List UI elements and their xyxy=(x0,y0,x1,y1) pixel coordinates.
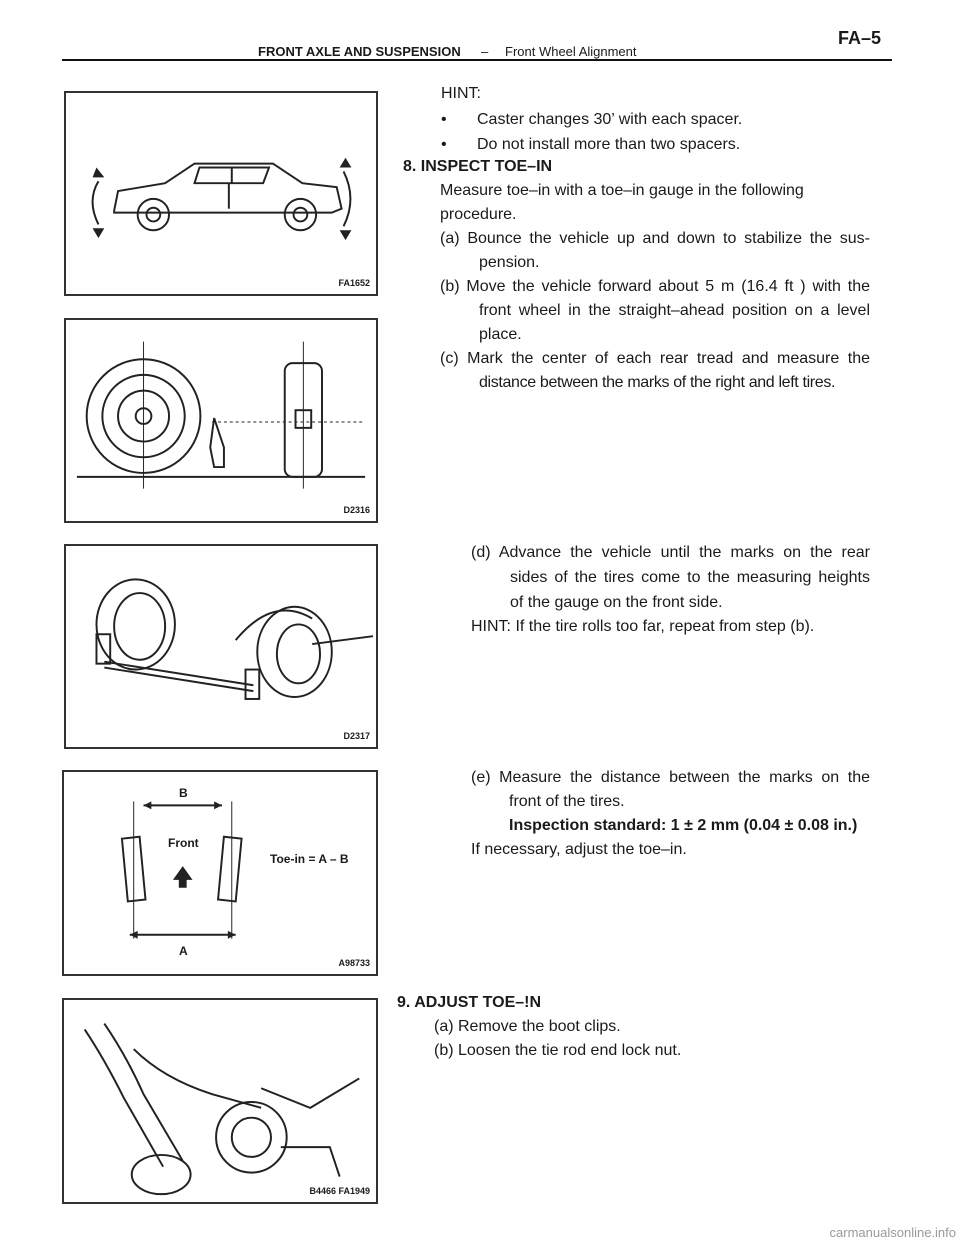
label-a: A xyxy=(179,944,188,958)
step9-b: (b) Loosen the tie rod end lock nut. xyxy=(434,1042,682,1059)
figure-toe-in-diagram xyxy=(62,770,378,976)
tie-rod-illustration xyxy=(64,1000,376,1202)
header-rule xyxy=(62,59,892,61)
figure-tie-rod-adjust xyxy=(62,998,378,1204)
vehicle-bounce-illustration xyxy=(66,93,376,294)
figure-code: B4466 FA1949 xyxy=(309,1186,370,1196)
step8-a-line2: pension. xyxy=(479,254,540,271)
label-toe-in-formula: Toe-in = A – B xyxy=(270,852,349,866)
step8-d-line3: of the gauge on the front side. xyxy=(510,594,723,611)
step8-d-hint: HINT: If the tire rolls too far, repeat from step (b). xyxy=(471,618,815,635)
hint-bullet-mark-2: • xyxy=(441,136,447,153)
figure-toe-gauge-measure xyxy=(64,544,378,749)
watermark: carmanualsonline.info xyxy=(829,1225,956,1240)
step8-e-line2: front of the tires. xyxy=(509,793,625,810)
hint-title: HINT: xyxy=(441,85,481,102)
step8-e-line1: (e) Measure the distance between the marks on the xyxy=(471,769,870,786)
toe-in-diagram-illustration xyxy=(64,772,376,974)
step8-b-line2: front wheel in the straight–ahead position on a level xyxy=(479,302,870,319)
header-subsection-title: Front Wheel Alignment xyxy=(505,44,637,59)
step9-heading: 9. ADJUST TOE–!N xyxy=(397,994,542,1011)
inspection-standard: Inspection standard: 1 ± 2 mm (0.04 ± 0.08 in.) xyxy=(509,817,858,834)
step8-b-line1: (b) Move the vehicle forward about 5 m (16.4 ft ) with the xyxy=(440,278,870,295)
step8-intro-line1: Measure toe–in with a toe–in gauge in the following xyxy=(440,182,804,199)
hint-bullet-2: Do not install more than two spacers. xyxy=(477,136,741,153)
figure-code: D2316 xyxy=(343,505,370,515)
step8-intro-line2: procedure. xyxy=(440,206,517,223)
step8-e-note: If necessary, adjust the toe–in. xyxy=(471,841,687,858)
step8-c-line1: (c) Mark the center of each rear tread and measure the xyxy=(440,350,870,367)
step9-a: (a) Remove the boot clips. xyxy=(434,1018,621,1035)
page-number: FA–5 xyxy=(838,28,882,48)
header-section-title: FRONT AXLE AND SUSPENSION xyxy=(258,44,461,59)
step8-heading: 8. INSPECT TOE–IN xyxy=(403,158,553,175)
step8-a-line1: (a) Bounce the vehicle up and down to stabilize the sus- xyxy=(440,230,870,247)
hint-bullet-1: Caster changes 30’ with each spacer. xyxy=(477,111,743,128)
step8-b-line3: place. xyxy=(479,326,522,343)
figure-toe-gauge-placement xyxy=(64,318,378,523)
figure-code: FA1652 xyxy=(338,278,370,288)
label-front: Front xyxy=(168,836,199,850)
step8-c-line2: distance between the marks of the right and left tires. xyxy=(479,374,836,391)
figure-vehicle-bounce xyxy=(64,91,378,296)
tire-gauge-illustration xyxy=(66,546,376,747)
wheel-gauge-illustration xyxy=(66,320,376,521)
hint-bullet-mark-1: • xyxy=(441,111,447,128)
figure-code: D2317 xyxy=(343,731,370,741)
step8-d-line1: (d) Advance the vehicle until the marks on the rear xyxy=(471,544,870,561)
label-b: B xyxy=(179,786,188,800)
header-dash: – xyxy=(481,44,489,59)
step8-d-line2: sides of the tires come to the measuring heights xyxy=(510,569,870,586)
figure-code: A98733 xyxy=(338,958,370,968)
